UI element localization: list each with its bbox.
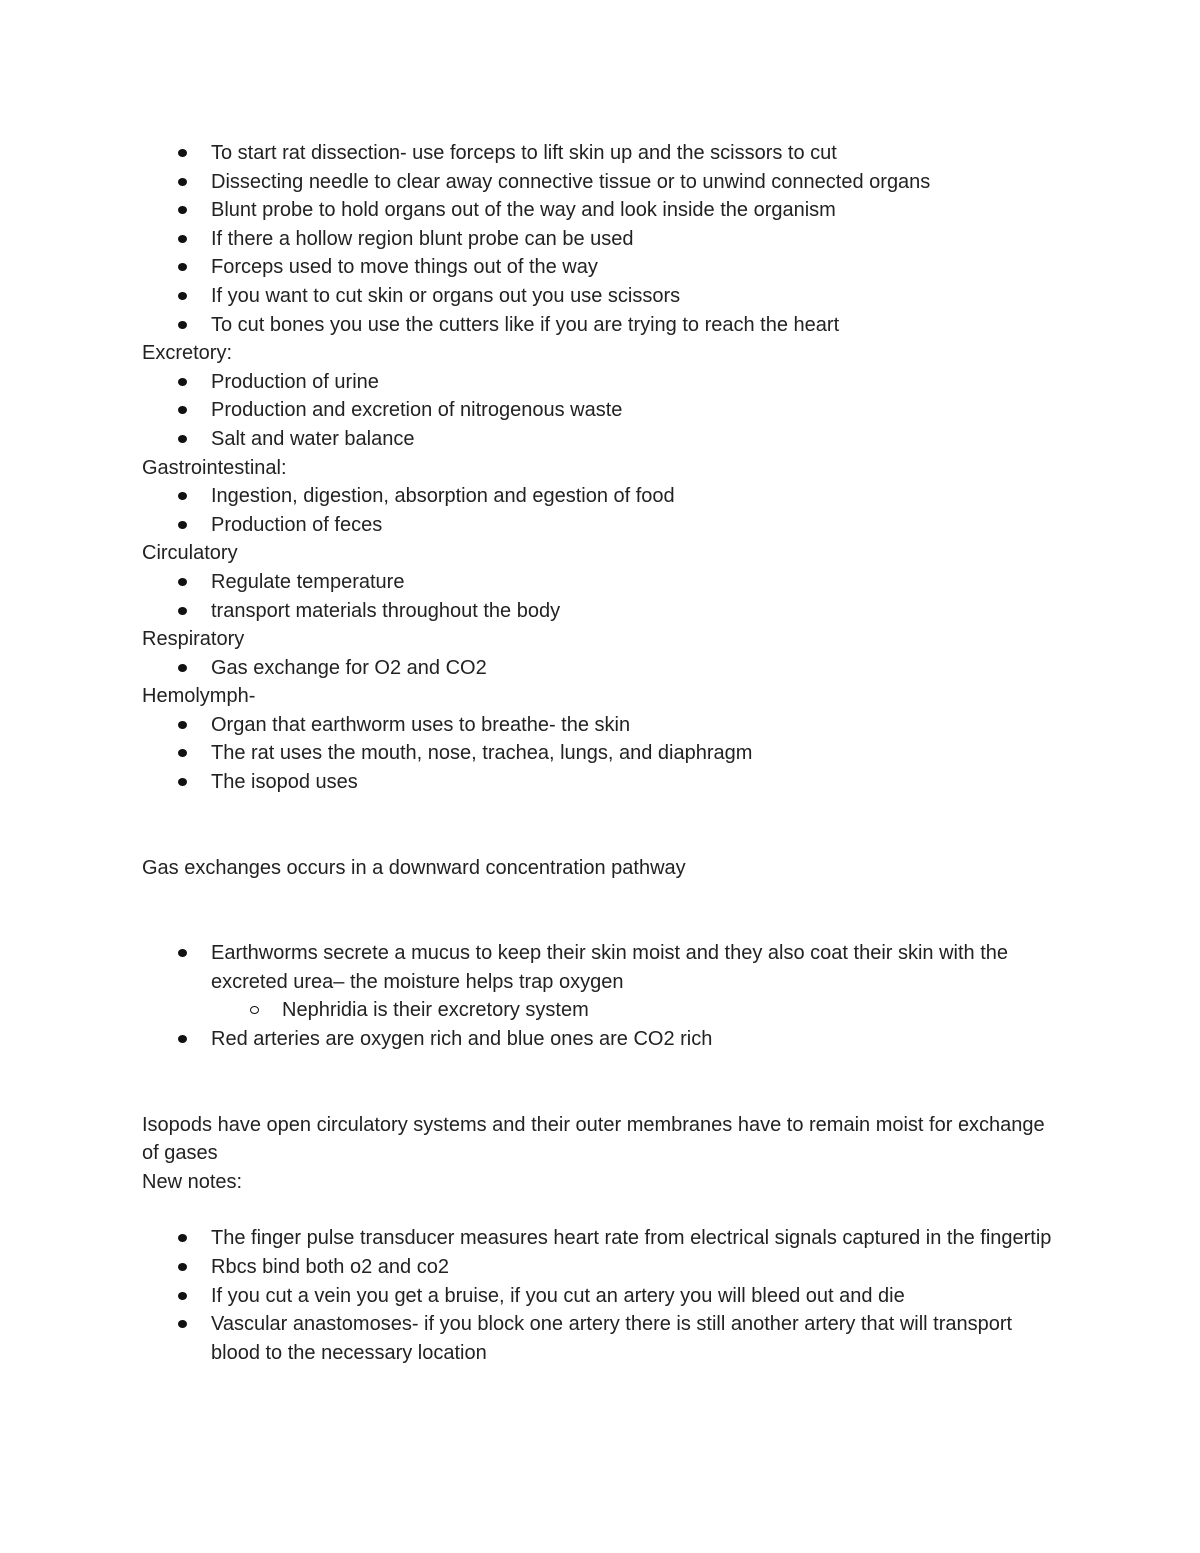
list-item <box>211 939 1062 1025</box>
spacer <box>142 882 1062 939</box>
bullet-icon <box>178 406 187 414</box>
bullet-icon <box>178 1292 187 1300</box>
bullet-icon <box>178 1320 187 1328</box>
bullet-icon <box>178 578 187 586</box>
sub-list-item-text: Nephridia is their excretory system <box>282 999 589 1022</box>
bullet-icon <box>178 949 187 957</box>
list-item-text: To cut bones you use the cutters like if you are trying to reach the heart <box>211 313 840 336</box>
list-item <box>211 1253 1062 1282</box>
circulatory-list <box>142 568 1062 625</box>
list-item-text: Forceps used to move things out of the way <box>211 256 598 279</box>
earthworm-list <box>142 939 1062 1053</box>
bullet-icon <box>178 263 187 271</box>
list-item <box>211 768 1062 797</box>
bullet-icon <box>178 378 187 386</box>
bullet-icon <box>178 178 187 186</box>
list-item <box>211 225 1062 254</box>
list-item <box>211 368 1062 397</box>
list-item-text: Organ that earthworm uses to breathe- the skin <box>211 713 631 736</box>
bullet-icon <box>178 321 187 329</box>
list-item-text: Vascular anastomoses- if you block one artery there is still another artery that will transport blood to the necessary location <box>211 1313 1013 1364</box>
list-item-text: If there a hollow region blunt probe can be used <box>211 227 634 250</box>
hemolymph-heading: Hemolymph- <box>142 685 256 708</box>
list-item-text: transport materials throughout the body <box>211 599 561 622</box>
bullet-icon <box>178 149 187 157</box>
bullet-icon <box>178 435 187 443</box>
list-item <box>211 1310 1062 1367</box>
excretory-list <box>142 368 1062 454</box>
list-item <box>211 196 1062 225</box>
hemolymph-list <box>142 711 1062 797</box>
excretory-heading: Excretory: <box>142 342 233 365</box>
respiratory-list <box>142 654 1062 683</box>
gastrointestinal-list <box>142 482 1062 539</box>
list-item <box>211 396 1062 425</box>
list-item-text: Dissecting needle to clear away connective tissue or to unwind connected organs <box>211 170 931 193</box>
list-item-text: Regulate temperature <box>211 570 405 593</box>
list-item <box>211 311 1062 340</box>
list-item-text: Blunt probe to hold organs out of the way and look inside the organism <box>211 199 836 222</box>
list-item <box>211 282 1062 311</box>
respiratory-heading: Respiratory <box>142 628 245 651</box>
new-notes-heading: New notes: <box>142 1170 243 1193</box>
list-item <box>211 168 1062 197</box>
bullet-icon <box>178 778 187 786</box>
new-notes-list <box>142 1224 1062 1367</box>
bullet-icon <box>178 721 187 729</box>
list-item <box>211 253 1062 282</box>
list-item <box>211 511 1062 540</box>
list-item-text: To start rat dissection- use forceps to lift skin up and the scissors to cut <box>211 142 837 164</box>
dissection-tools-list <box>142 139 1062 339</box>
list-item-text: Salt and water balance <box>211 427 415 450</box>
list-item-text: Rbcs bind both o2 and co2 <box>211 1256 449 1278</box>
list-item-text: If you want to cut skin or organs out you use scissors <box>211 284 681 307</box>
list-item <box>211 139 1062 168</box>
circulatory-heading: Circulatory <box>142 542 238 565</box>
isopods-note: Isopods have open circulatory systems and their outer membranes have to remain moist for exchange of gases <box>142 1113 1045 1165</box>
list-item-text: Production of urine <box>211 370 379 393</box>
bullet-icon <box>178 235 187 243</box>
list-item <box>211 425 1062 454</box>
list-item <box>211 711 1062 740</box>
list-item-text: The finger pulse transducer measures heart rate from electrical signals captured in the fingertip <box>211 1227 1052 1250</box>
list-item-text: Ingestion, digestion, absorption and egestion of food <box>211 485 675 508</box>
list-item <box>211 568 1062 597</box>
earthworm-sublist <box>211 996 1062 1025</box>
bullet-icon <box>178 206 187 214</box>
bullet-icon <box>178 292 187 300</box>
list-item-text: The rat uses the mouth, nose, trachea, lungs, and diaphragm <box>211 742 753 765</box>
list-item <box>211 482 1062 511</box>
spacer <box>142 1054 1062 1111</box>
list-item-text: Earthworms secrete a mucus to keep their skin moist and they also coat their skin with the excreted urea– the moisture helps trap oxygen <box>211 942 1009 993</box>
list-item <box>211 1025 1062 1054</box>
list-item-text: If you cut a vein you get a bruise, if you cut an artery you will bleed out and die <box>211 1284 905 1307</box>
document-body <box>142 139 1062 1367</box>
bullet-icon <box>178 607 187 615</box>
list-item-text: The isopod uses <box>211 771 358 794</box>
spacer <box>142 1196 1062 1224</box>
list-item <box>211 654 1062 683</box>
list-item <box>211 739 1062 768</box>
list-item-text: Red arteries are oxygen rich and blue ones are CO2 rich <box>211 1028 713 1051</box>
hollow-bullet-icon <box>250 1006 259 1014</box>
gas-exchange-note: Gas exchanges occurs in a downward concentration pathway <box>142 856 686 879</box>
bullet-icon <box>178 664 187 672</box>
bullet-icon <box>178 492 187 500</box>
sub-list-item <box>282 996 1062 1025</box>
list-item-text: Production of feces <box>211 513 383 536</box>
list-item <box>211 1282 1062 1311</box>
bullet-icon <box>178 1234 187 1242</box>
list-item <box>211 1224 1062 1253</box>
bullet-icon <box>178 1035 187 1043</box>
gastrointestinal-heading: Gastrointestinal: <box>142 456 287 479</box>
list-item <box>211 597 1062 626</box>
bullet-icon <box>178 1263 187 1271</box>
spacer <box>142 797 1062 854</box>
bullet-icon <box>178 521 187 529</box>
list-item-text: Gas exchange for O2 and CO2 <box>211 656 487 679</box>
bullet-icon <box>178 749 187 757</box>
list-item-text: Production and excretion of nitrogenous waste <box>211 399 623 422</box>
